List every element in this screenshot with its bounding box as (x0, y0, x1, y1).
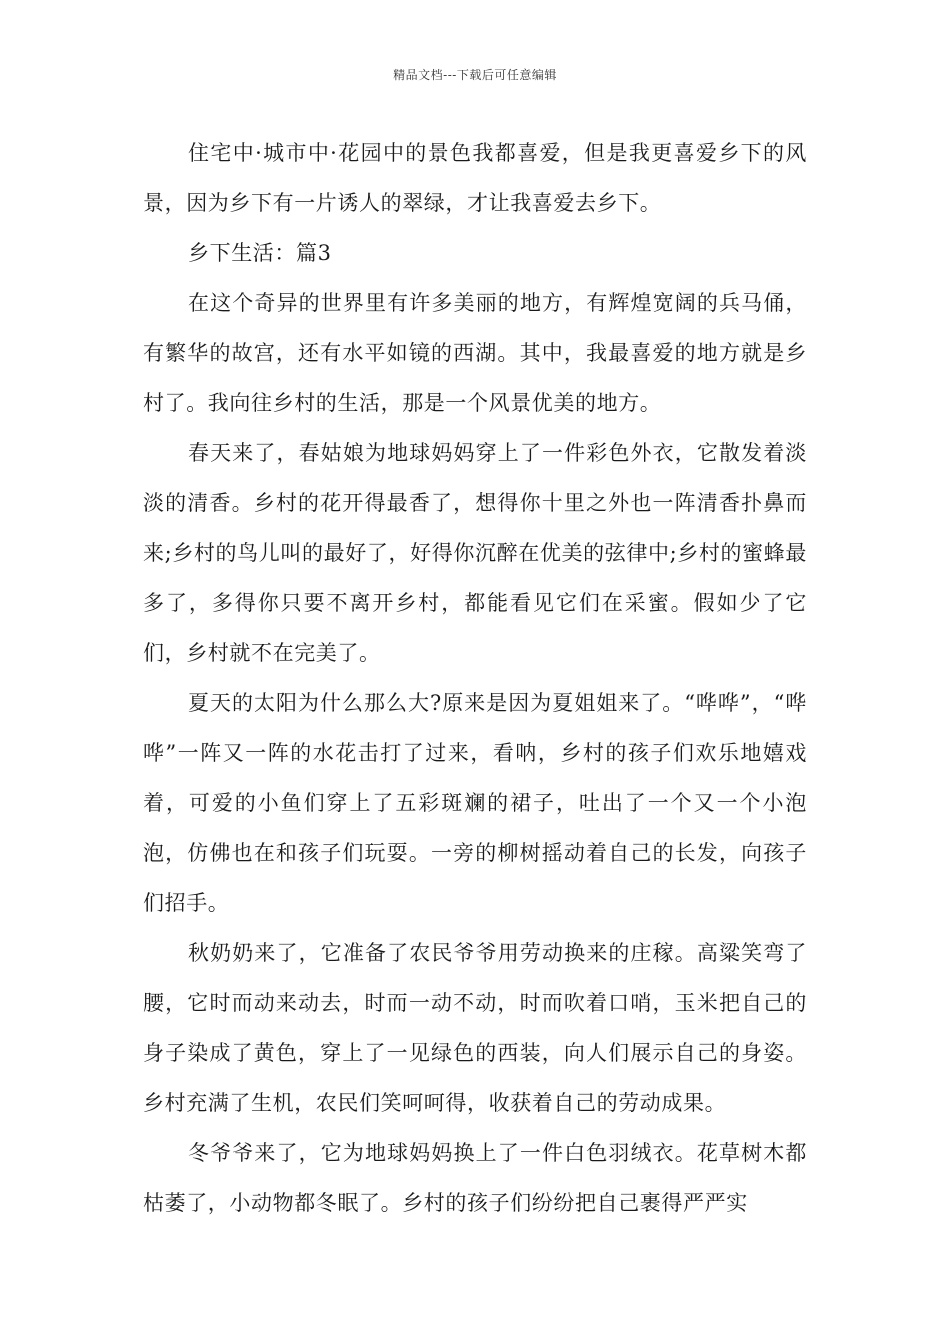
paragraph-intro-ending: 住宅中·城市中·花园中的景色我都喜爱，但是我更喜爱乡下的风景，因为乡下有一片诱人的翠绿，才让我喜爱去乡下。 (143, 141, 807, 215)
paragraph-winter: 冬爷爷来了，它为地球妈妈换上了一件白色羽绒衣。花草树木都枯萎了，小动物都冬眠了。乡村的孩子们纷纷把自己裹得严严实 (143, 1141, 807, 1215)
paragraph-autumn: 秋奶奶来了，它准备了农民爷爷用劳动换来的庄稼。高粱笑弯了腰，它时而动来动去，时而一动不动，时而吹着口哨，玉米把自己的身子染成了黄色，穿上了一见绿色的西装，向人们展示自己的身姿。乡村充满了生机，农民们笑呵呵得，收获着自己的劳动成果。 (143, 941, 807, 1115)
section-heading: 乡下生活：篇3 (188, 241, 332, 265)
paragraph-summer: 夏天的太阳为什么那么大?原来是因为夏姐姐来了。“哗哗”，“哗哗”一阵又一阵的水花击打了过来，看呐，乡村的孩子们欢乐地嬉戏着，可爱的小鱼们穿上了五彩斑斓的裙子，吐出了一个又一个小泡泡，仿佛也在和孩子们玩耍。一旁的柳树摇动着自己的长发，向孩子们招手。 (143, 691, 807, 915)
paragraph-spring: 春天来了，春姑娘为地球妈妈穿上了一件彩色外衣，它散发着淡淡的清香。乡村的花开得最香了，想得你十里之外也一阵清香扑鼻而来;乡村的鸟儿叫的最好了，好得你沉醉在优美的弦律中;乡村的蜜蜂最多了，多得你只要不离开乡村，都能看见它们在采蜜。假如少了它们，乡村就不在完美了。 (143, 441, 807, 665)
paragraph-intro: 在这个奇异的世界里有许多美丽的地方，有辉煌宽阔的兵马俑，有繁华的故宫，还有水平如镜的西湖。其中，我最喜爱的地方就是乡村了。我向往乡村的生活，那是一个风景优美的地方。 (143, 291, 807, 415)
page-header: 精品文档---下载后可任意编辑 (393, 68, 557, 82)
document-body (143, 128, 807, 1228)
